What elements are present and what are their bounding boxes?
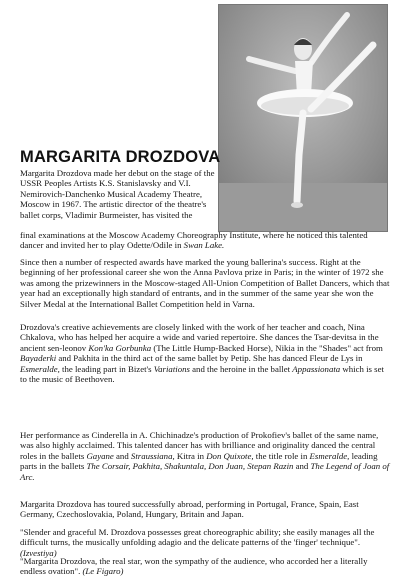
text-segment: Her performance as Cinderella in A. Chichinadze's production of Prokofiev's ballet of the same name, was also highly acclaimed. This talented dancer has with brilliance and originality danced the central roles in the ballets xyxy=(20,430,379,461)
intro-paragraph-bottom xyxy=(20,230,392,251)
intro-title: Swan Lake. xyxy=(183,240,225,251)
text-segment: and Pakhita in the third act of the same ballet by Petip. She has danced Fleur de Lys in xyxy=(56,353,363,364)
quote-text: "Margarita Drozdova, the real star, won the sympathy of the audience, who accorded her a literally endless ovation". xyxy=(20,556,368,577)
ballet-title: The Legend of Joan of Arc. xyxy=(20,461,390,482)
roles-paragraph xyxy=(20,430,392,482)
text-segment: leading parts in the ballets xyxy=(20,450,378,472)
text-segment: and xyxy=(293,461,311,472)
ballet-title: Bayaderki xyxy=(20,353,57,364)
ballet-title: The Corsair, Pakhita, Shakuntala, Don Juan, Stepan Razin xyxy=(86,461,294,472)
ballet-title: Esmeralde, xyxy=(309,450,350,461)
ballet-title: Kon'ka Gorbunka xyxy=(88,342,152,353)
ballet-title: Esmeralde, xyxy=(20,363,60,374)
ballet-title: Don Quixote, xyxy=(206,450,254,461)
ballet-title: Variations xyxy=(153,363,190,374)
page-title: MARGARITA DROZDOVA xyxy=(20,148,221,166)
text-segment: which is set to the music of Beethoven. xyxy=(20,363,384,385)
text-segment: the title role in xyxy=(253,450,310,461)
quote-izvestiya xyxy=(20,527,392,558)
repertoire-paragraph xyxy=(20,322,392,384)
quote-text: "Slender and graceful M. Drozdova possesses great choreographic ability; she easily manages all the difficult turns, the musically unfolding adagio and the delicate patterns of the 'finger' technique". xyxy=(20,527,375,548)
text-segment: and the heroine in the ballet xyxy=(189,363,293,374)
intro-text: final examinations at the Moscow Academy Choreography Institute, where he noticed this talented dancer and invited her to play Odette/Odile in xyxy=(20,230,368,251)
text-segment: the leading part in Bizet's xyxy=(59,363,154,374)
ballet-title: Appassionata xyxy=(292,363,341,374)
text-segment: Drozdova's creative achievements are closely linked with the work of her teacher and coach, Nina Chkalova, who has helped her acquire a wide and varied repertoire. She dances the Tsar-devitsa in the ancient sen-leonov xyxy=(20,322,379,353)
ballerina-photo xyxy=(218,4,388,232)
quote-source: (Le Figaro) xyxy=(82,566,124,577)
awards-paragraph: Since then a number of respected awards have marked the young ballerina's success. Right at the beginning of her professional career she won the Anna Pavlova prize in Paris; in the winter of 1972 she was among the prizewinners in the Moscow-staged All-Union Competition of Ballet Dancers, which that year had an exceptionally high standard of entrants, and in the summer of the same year she won the Silver Medal at the International Ballet Competition held in Varna. xyxy=(20,257,390,309)
text-segment: (The Little Hump-Backed Horse), Nikia in the "Shades" act from xyxy=(151,342,383,353)
ballerina-photo-icon xyxy=(219,5,388,232)
text-segment: and xyxy=(113,450,131,461)
ballet-title: Straussiana, xyxy=(130,450,175,461)
intro-paragraph-top: Margarita Drozdova made her debut on the stage of the USSR Peoples Artists K.S. Stanislavsky and V.I. Nemirovich-Danchenko Musical Academy Theatre, Moscow in 1967. The artistic director of the theatre's ballet corps, Vladimir Burmeister, has visited the xyxy=(20,168,215,220)
quote-source: (Izvestiya) xyxy=(20,547,57,558)
text-segment: Kitra in xyxy=(174,450,207,461)
tours-paragraph: Margarita Drozdova has toured successfully abroad, performing in Portugal, France, Spain, East Germany, Czechoslovakia, Poland, Hungary, Britain and Japan. xyxy=(20,499,359,520)
ballet-title: Gayane xyxy=(86,450,114,461)
